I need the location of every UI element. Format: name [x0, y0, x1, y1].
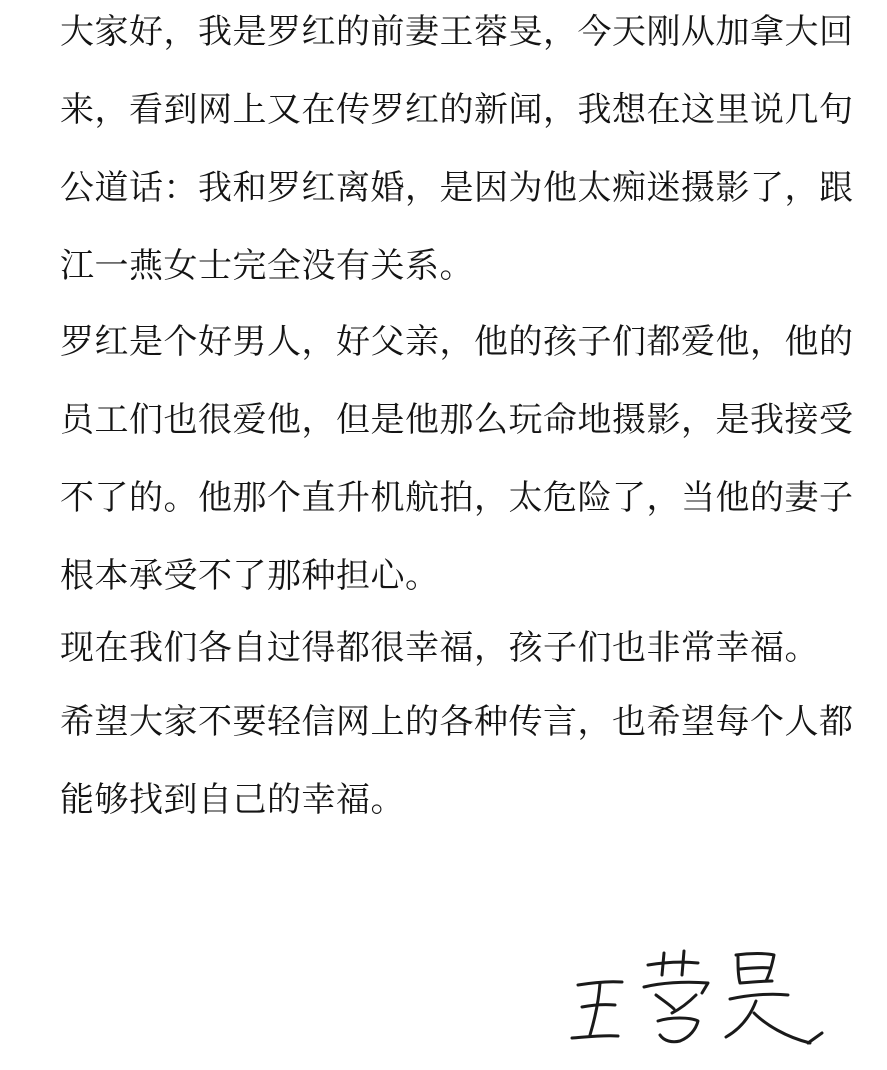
letter-line-2: 来，看到网上又在传罗红的新闻，我想在这里说几句	[60, 90, 854, 130]
letter-line-9: 现在我们各自过得都很幸福，孩子们也非常幸福。	[60, 628, 819, 668]
letter-line-7: 不了的。他那个直升机航拍，太危险了，当他的妻子	[60, 478, 854, 518]
letter-line-11: 能够找到自己的幸福。	[60, 780, 405, 820]
letter-line-5: 罗红是个好男人，好父亲，他的孩子们都爱他，他的	[60, 322, 854, 362]
letter-line-6: 员工们也很爱他，但是他那么玩命地摄影，是我接受	[60, 400, 854, 440]
letter-line-10: 希望大家不要轻信网上的各种传言，也希望每个人都	[60, 702, 854, 742]
letter-line-1: 大家好，我是罗红的前妻王蓉旻，今天刚从加拿大回	[60, 12, 854, 52]
letter-line-8: 根本承受不了那种担心。	[60, 556, 440, 596]
handwritten-signature	[560, 925, 860, 1060]
signature-drawing	[560, 925, 860, 1060]
letter-line-3: 公道话：我和罗红离婚，是因为他太痴迷摄影了，跟	[60, 168, 854, 208]
letter-line-4: 江一燕女士完全没有关系。	[60, 246, 474, 286]
